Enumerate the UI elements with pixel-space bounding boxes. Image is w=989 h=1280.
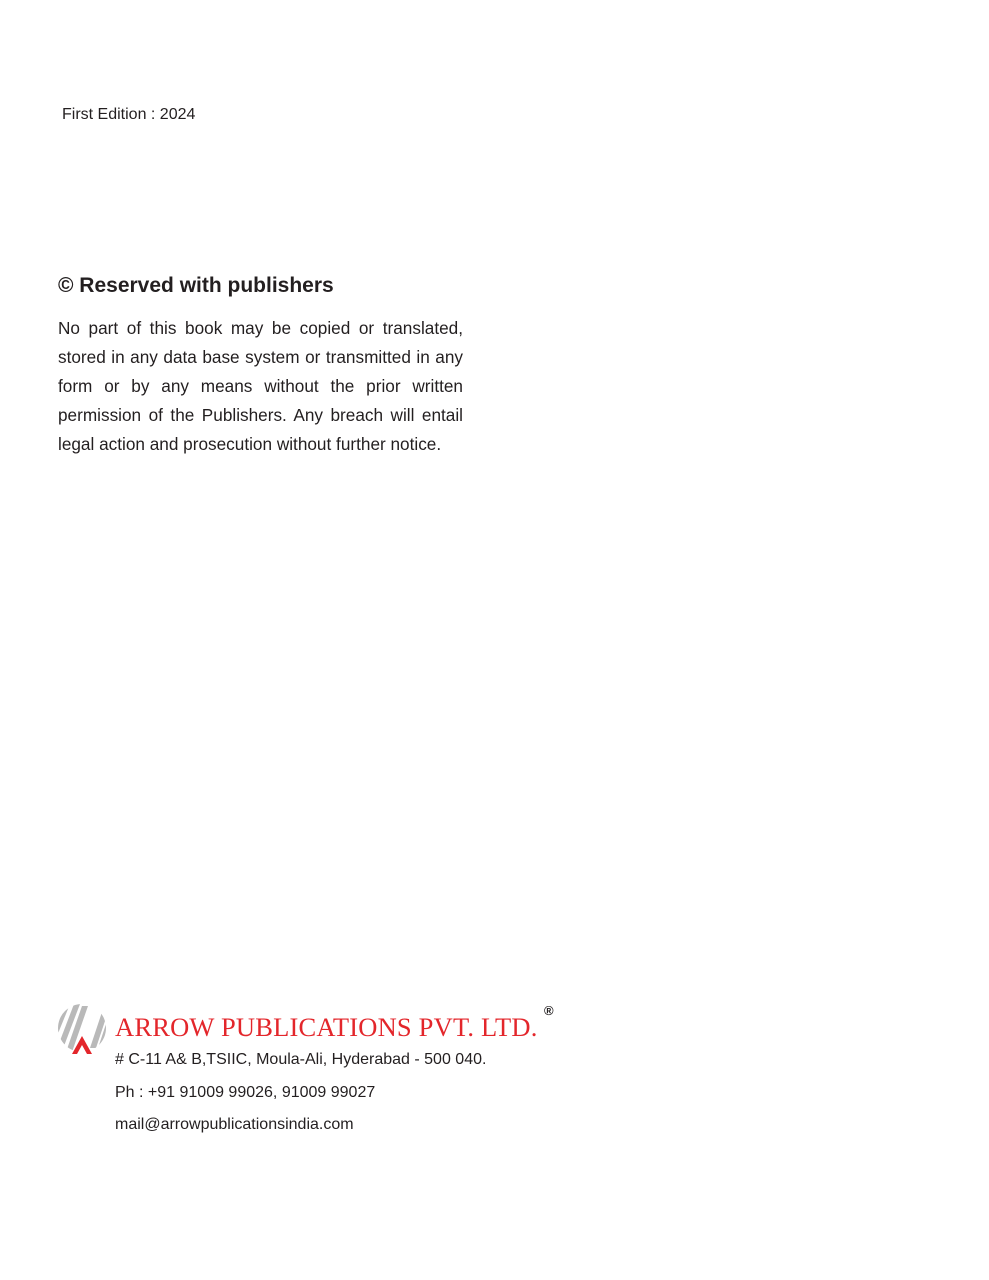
edition-line: First Edition : 2024: [62, 106, 196, 123]
copyright-heading: © Reserved with publishers: [58, 274, 334, 297]
registered-trademark-mark: ®: [544, 1003, 554, 1018]
publisher-email: mail@arrowpublicationsindia.com: [115, 1116, 354, 1133]
publisher-phone: Ph : +91 91009 99026, 91009 99027: [115, 1084, 376, 1101]
publisher-address: # C-11 A& B,TSIIC, Moula-Ali, Hyderabad - 500 040.: [115, 1051, 487, 1068]
copyright-notice: No part of this book may be copied or translated, stored in any data base system or transmitted in any form or by any means without the prior written permission of the Publishers. Any breach will entail legal action and prosecution without further notice.: [58, 318, 463, 454]
publisher-name: ARROW PUBLICATIONS PVT. LTD.: [115, 1012, 538, 1042]
arrow-publications-logo-icon: [56, 1002, 108, 1058]
